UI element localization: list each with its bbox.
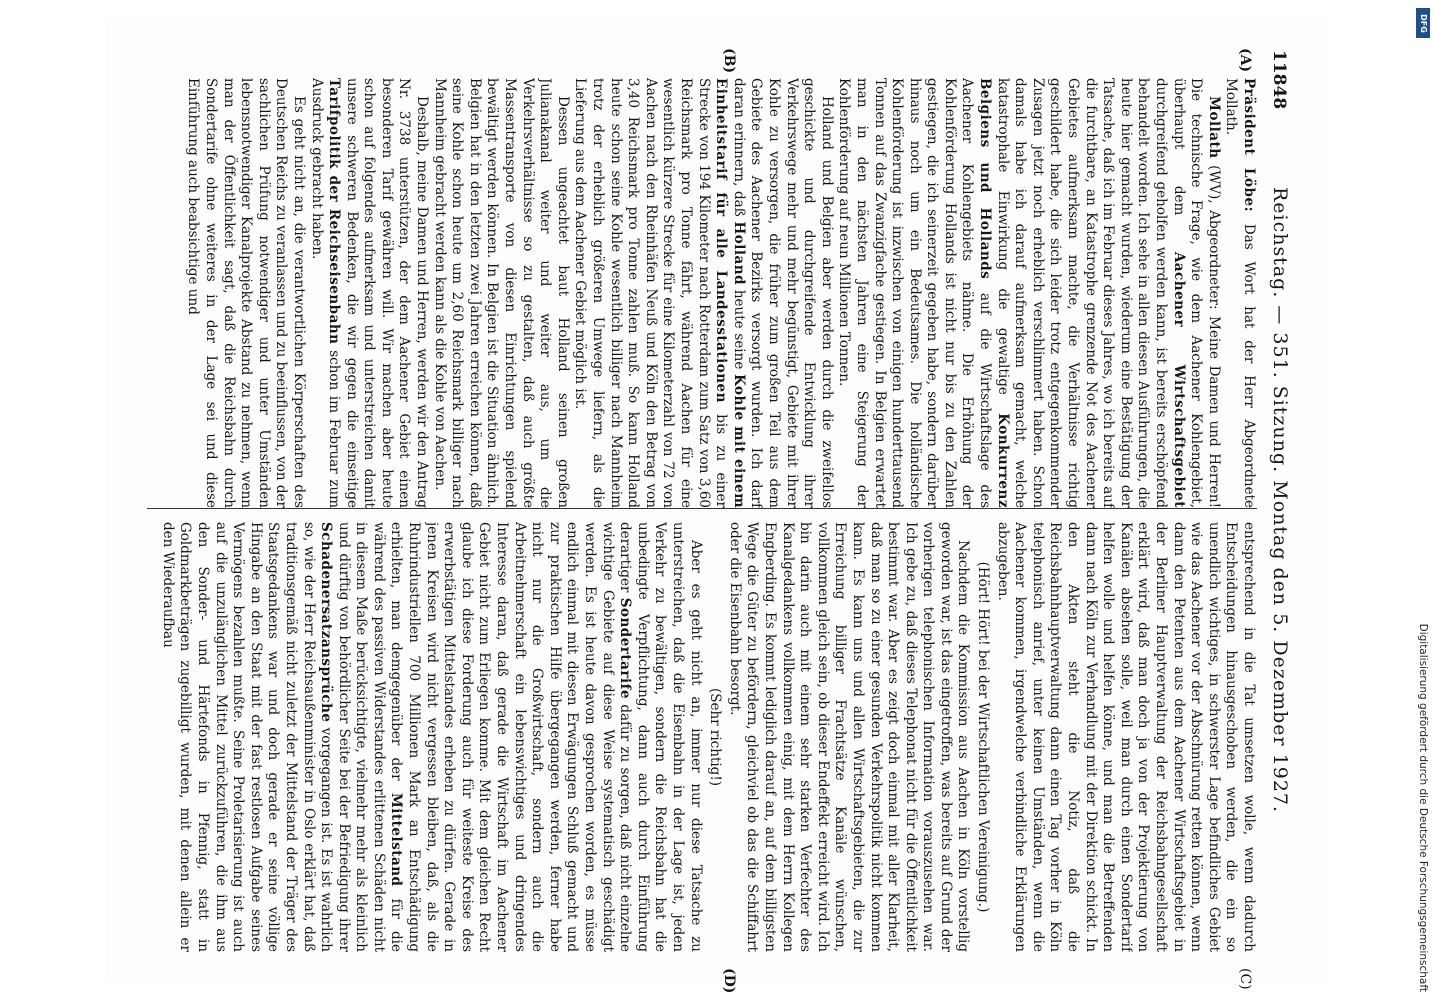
paragraph-text: durchgreifend geholfen werden kann, ist bereits erschöpfend behandelt worden. Ich sehe in allen diesen Ausführungen, die heute hier gemacht wurden, wiederum eine Bestätigung der Tatsache, daß ich im Februar dieses Jahres, wo ich bereits auf die furchtbare, an Katastrophe grenzende Not des Aachener Gebietes aufmerksam machte, die Verhältnisse richtig geschildert habe, die sich leider trotz entgegenkommender Zusagen jetzt noch erheblich verschlimmert haben. Schon damals habe ich darauf aufmerksam gemacht, welche katastrophale Einwirkung die gewaltige [994,78,1170,508]
paragraph [571,78,835,508]
paragraph-text: entsprechend in die Tat umsetzen wolle, wenn dadurch Entscheidungen hinausgeschoben werden, die ein so unendlich wichtiges, in schwerster Lage befindliches Gebiet wie das Aachener vor der Abschnürung retten können, wenn dann den Petenten aus dem Aachener Wirtschaftsgebiet in der Berliner Hauptverwaltung der Reichsbahngesellschaft erklärt wird, daß man doch ja von der Projektierung von Kanälen absehen solle, weil man durch einen Sondertarif helfen wolle und helfen könne, und man die Betreffenden dann nach Köln zur Verhandlung mit der Direktion schickt. In den Akten steht die Notiz, daß die Reichsbahnhauptverwaltung dann einen Tag vorher in Köln telephonisch anrief, unter keinen Umständen, wenn die Aachener kommen, irgendwelche verbindliche Erklärungen abzugeben. [994,522,1257,952]
left-column [147,78,1257,508]
paragraph [725,522,971,952]
paragraph-text: Aber es geht nicht an, immer nur diese Tatsache zu unterstreichen, daß die Eisenbahn in der Lage ist, jeden Verkehr zu bewältigen, sondern die Reichsbahn hat die unbedingte Verpflichtung, dann auch durch Einführung derartiger [617,522,704,952]
paragraph [993,522,1257,952]
paragraph [184,78,307,508]
paragraph [307,78,430,508]
right-column [147,522,1257,952]
paragraph-text: (WV), Abgeordneter: Meine Damen und Herren! Die technische Frage, wie dem Aachener Kohlengebiet, überhaupt dem [1170,78,1222,508]
paragraph-text: schon im Februar zum Ausdruck gebracht haben. [308,78,343,508]
emphasis-text: Konkurrenz Belgiens und Hollands [977,78,1011,508]
digitization-note [1416,8,1430,992]
scanned-page [107,20,1327,994]
paragraph-text: Holland und Belgien aber werden durch die zweifellos geschickte und durchgreifende Entwicklung ihrer Verkehrswege mehr und mehr begünstigt, Gebiete mit ihrer Kohle zu versorgen, die früher zum großen Teil aus dem Gebiete des Aachener Bezirks versorgt wurden. Ich darf daran erinnern, daß [730,78,835,508]
emphasis-text: Schadenersatzansprüche [318,522,335,723]
margin-mark-c: (C) [1237,968,1253,990]
speaker-name: Mollath [1205,96,1222,159]
paragraph-text: heute seine [730,285,747,375]
paragraph-text: dafür zu sorgen, daß nicht einzelne wichtige Gebiete auf diese Weise systematisch geschädigt werden. Es ist heute davon gesprochen worden, es müsse endlich einmal mit diesen Erwägungen Schluß gemacht und zur praktischen Hilfe übergegangen werden, ferner habe nicht nur die Großwirtschaft, sondern auch die Arbeitnehmerschaft ein lebenswichtiges und dringendes Interesse daran, daß gerade die Wirtschaft im Aachener Gebiet nicht zum Erliegen komme. Mit dem gleichen Recht glaube ich diese Forderung auch für weiteste Kreise des erwerbstätigen Mittelstandes erheben zu dürfen. Gerade in jenen Kreisen wird nicht vergessen bleiben, daß, als die Ruhrindustriellen 700 Millionen Mark an Entschädigung erhielten, man demgegenüber der [388,522,634,952]
paragraph-text: Es geht nicht an, die verantwortlichen Körperschaften des Deutschen Reichs zu veranlassen und zu beeinflussen, von der sachlichen Prüfung notwendiger und unter Umständen lebensnotwendiger Kanalprojekte Abstand zu nehmen, wenn man der Öffentlichkeit sagt, daß die Reichsbahn durch Sondertarife ohne weiteres in der Lage sei und diese Einführung auch beabsichtige und [185,78,307,508]
running-head: Reichstag. — 351. Sitzung. Montag den 5. Dezember 1927. [1269,186,1291,814]
page-number: 11848 [1269,50,1289,110]
margin-mark-b: (B) [721,48,737,74]
emphasis-text: Aachener Wirtschaftsgebiet [1170,251,1187,508]
digitization-note-text: Digitalisierung gefördert durch die Deutsche Forschungsgemeinschaft [1417,623,1429,992]
paragraph [1222,78,1257,508]
emphasis-text: Kohle mit einem Einheitstarif für alle Landesstationen [713,78,747,508]
emphasis-text: Tarifpolitik der Reichseisenbahn [326,78,343,345]
text-columns [147,48,1257,994]
emphasis-text: Holland [730,221,747,286]
margin-mark-d: (D) [721,968,737,994]
interjection: (Hört! Hört! bei der Wirtschaftlichen Vereinigung.) [975,561,992,913]
paragraph [835,78,1222,508]
paragraph-text: Deshalb, meine Damen und Herren, werden wir den Antrag Nr. 3738 unterstützen, der dem Aachener Gebiet einen besonderen Tarif gewähren will. Wir machen aber heute schon auf folgendes aufmerksam und unterstreichen damit unsere schweren Bedenken, die wir gegen die einseitige [343,78,431,508]
paragraph-text: bis zu einer Strecke von 194 Kilometer nach Rotterdam zum Satz von 3,60 Reichsmark pro Tonne fährt, während Aachen für eine wesentlich kürzere Strecke für eine Kilometerzahl von 72 von Aachen nach den Rheinhäfen Neuß und Köln den Betrag von 3,40 Reichsmark pro Tonne zahlen muß. So kann Holland heute schon seine Kohle wesentlich billiger nach Mannheim trotz der erheblich größeren Umwege liefern, als die Lieferung aus dem Aachener Gebiet möglich ist. [572,78,730,508]
paragraph-text: Das Wort hat der Herr Abgeordnete Mollath. [1223,78,1257,508]
column-divider [147,508,1257,509]
paragraph [158,522,703,952]
paragraph-text: Dessen ungeachtet baut Holland seinen großen Julianakanal weiter und weiter aus, um die Verkehrsverhältnisse so zu gestalten, daß auch größte Massentransporte von diesen Einrichtungen spielend bewältigt werden können. In Belgien ist die Situation ähnlich. Belgien hat in den letzten zwei Jahren erreichen können, daß seine Kohle schon heute um 2,60 Reichsmark billiger nach Mannheim gebracht werden kann als die Kohle von Aachen. [431,78,571,508]
speaker-name: Präsident Löbe: [1241,78,1257,213]
paragraph [430,78,571,508]
emphasis-text: Mittelstand [388,792,405,887]
paragraph-text: vorgegangen ist. Es ist wahrlich so, wie der Herr Reichsaußenminister in Oslo erklärt hat, daß traditionsgemäß nicht zuletzt der Mittelstand der Träger des Staatsgedankens war und doch gerade er seine völlige Hingabe an den Staat mit der fast restlosen Aufgabe seines Vermögens bezahlen mußte. Seine Proletarisierung ist auch auf die unzulänglichen Mittel zurückzuführen, die ihm aus den Sonder- und Härtefonds in Pfennig, statt in Goldmarkbeträgen zugebilligt wurden, mit denen allein er den Wiederaufbau [159,522,335,952]
paragraph-text: auf die Wirtschaftslage des Aachener Kohlengebiets nähme. Die Erhöhung der Kohlenförderung Hollands ist nicht nur bis zu den Zahlen gestiegen, die ich seinerzeit gegeben habe, sondern darüber hinaus noch um ein Bedeutsames. Die holländische Kohlenförderung ist inzwischen von einigen hunderttausend Tonnen auf das Zwanzigfache gestiegen. In Belgien erwartet man in den nächsten Jahren eine Steigerung der Kohlenförderung auf neun Millionen Tonnen. [836,78,994,508]
emphasis-text: Sondertarife [617,597,634,700]
page-header [1261,50,1297,950]
margin-mark-a: (A) [1237,48,1253,73]
paragraph-text: für die während des passiven Widerstandes erlittenen Schäden nicht in diesem Maße berücksichtigte, vielmehr mehr als kleinlich und dürftig von behördlicher Seite bei der Befriedigung ihrer [335,522,405,952]
paragraph-text: Nachdem die Kommission aus Aachen in Köln vorstellig geworden war, ist das eingetroffen, was bereits auf Grund der vorherigen telephonischen Information vorauszusehen war. Ich gebe zu, daß dieses Telephonat nicht für die Öffentlichkeit bestimmt war. Aber es zeigt doch einmal mit aller Klarheit, daß man so zu einer gesunden Verkehrspolitik nicht kommen kann. Es kann uns und allen Wirtschaftsgebieten, die zur Erreichung billiger Frachtsätze Kanäle wünschen, vollkommen gleich sein, ob dieser Endeffekt erreicht wird. Ich bin darin auch mit einem sehr starken Verfechter des Kanalgedankens vollkommen einig, mit dem Herrn Kollegen Engberding. Es kommt lediglich darauf an, auf dem billigsten Wege die Güter zu befördern, gleichviel ob das die Schiffahrt oder die Eisenbahn besorgt. [726,522,972,952]
interjection: (Sehr richtig!) [707,687,724,787]
dfg-logo-text: DFG [1418,13,1428,33]
